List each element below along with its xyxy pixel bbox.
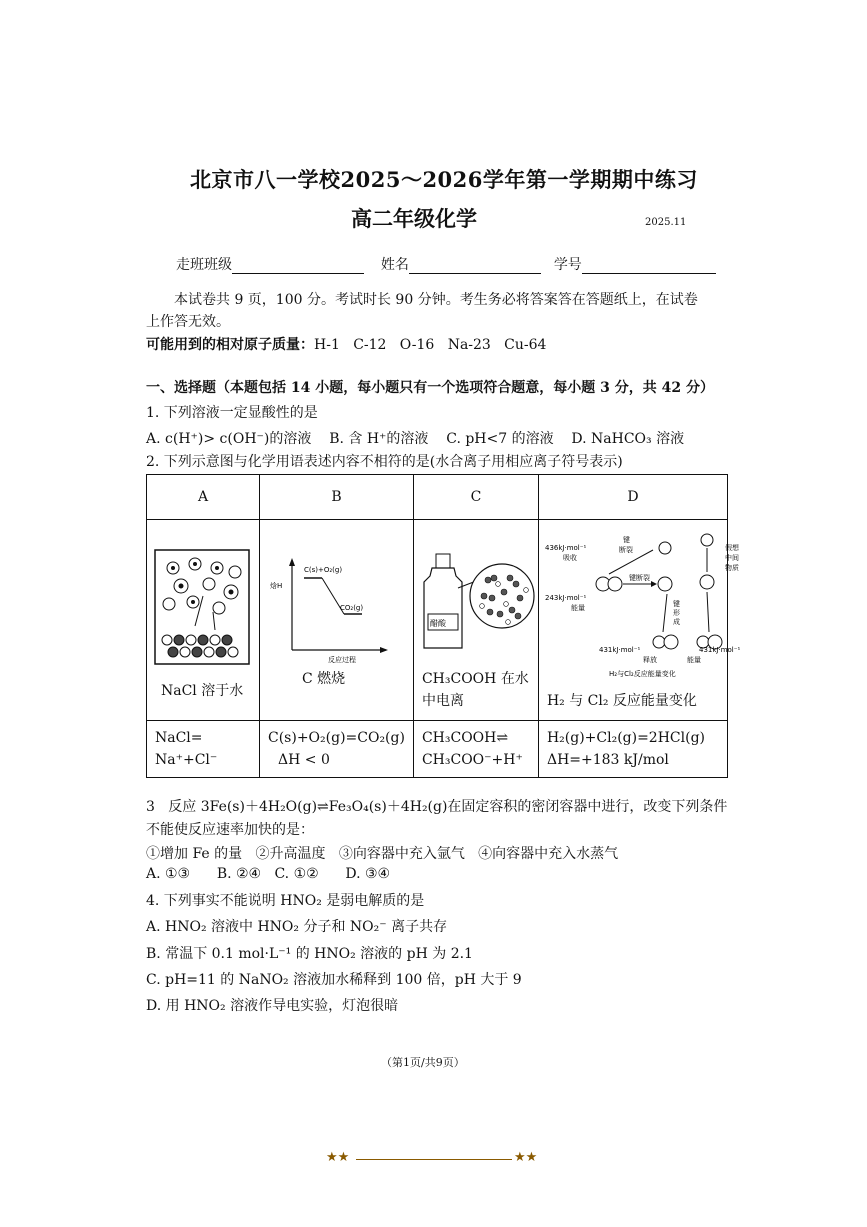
bottle-label: 醋酸 [429, 619, 446, 628]
q2-cell-a [147, 520, 260, 721]
d-e4: 431kJ·mol⁻¹ [698, 646, 741, 654]
footer-decoration [326, 1150, 542, 1168]
q2-header-row [147, 475, 728, 520]
d-release: 释放 [642, 656, 657, 664]
h2-cl2-energy-diagram [543, 530, 747, 690]
eq-b2: ΔH < 0 [278, 752, 330, 768]
q2-eq-c [413, 721, 538, 778]
d-w1: 吸收 [562, 554, 577, 562]
d-caption: H₂与Cl₂反应能量变化 [608, 670, 676, 678]
student-info-row [176, 254, 716, 274]
d-hypo1: 假想 [724, 544, 739, 552]
nacl-dissolving-diagram [153, 548, 253, 668]
name-label: 姓名 [380, 257, 409, 273]
footer-stars-left: ★★ [326, 1150, 350, 1165]
d-hypo2: 中间 [724, 554, 739, 562]
q4-option-c: C. pH=11 的 NaNO₂ 溶液加水稀释到 100 倍，pH 大于 9 [146, 972, 522, 988]
q2-cell-b [260, 520, 414, 721]
atomic-masses-label: 可能用到的相对原子质量： [146, 337, 314, 353]
d-bd: 断裂 [618, 546, 633, 554]
q2-stem: 2. 下列示意图与化学用语表述内容不相符的是(水合离子用相应离子符号表示) [146, 454, 623, 470]
q1-stem: 1. 下列溶液一定显酸性的是 [146, 405, 318, 421]
q2-cell-d [538, 520, 741, 721]
d-energy: 能量 [686, 656, 701, 664]
atomic-masses-values: H-1 C-12 O-16 Na-23 Cu-64 [314, 337, 547, 353]
eq-a: NaCl= Na⁺+Cl⁻ [155, 730, 218, 768]
d-e2: 243kJ·mol⁻¹ [544, 594, 587, 602]
footer-stars-right: ★★ [514, 1150, 538, 1165]
q2-cell-c [413, 520, 538, 721]
q2-table [146, 474, 741, 778]
q2-eq-a [147, 721, 260, 778]
q2-caption-c2: 中电离 [421, 693, 464, 709]
b-reactants-label: C(s)+O₂(g) [304, 566, 343, 574]
q2-header-c: C [413, 475, 538, 520]
q4-option-d: D. 用 HNO₂ 溶液作导电实验，灯泡很暗 [146, 998, 399, 1014]
q4-stem: 4. 下列事实不能说明 HNO₂ 是弱电解质的是 [146, 893, 425, 909]
section1-heading: 一、选择题（本题包括 14 小题，每小题只有一个选项符合题意，每小题 3 分，共 42 分） [146, 380, 714, 396]
b-xlabel: 反应过程 [328, 656, 356, 664]
instructions-line1: 本试卷共 9 页，100 分。考试时长 90 分钟。考生务必将答案答在答题纸上，在试卷 [174, 292, 698, 308]
d-bb: 键 [622, 536, 630, 544]
q2-eq-d [538, 721, 727, 778]
eq-d2: ΔH=+183 kJ/mol [546, 752, 669, 768]
q4-option-a: A. HNO₂ 溶液中 HNO₂ 分子和 NO₂⁻ 离子共存 [146, 919, 448, 935]
q2-eq-b [260, 721, 414, 778]
q2-header-a: A [147, 475, 260, 520]
d-form3: 成 [672, 618, 680, 626]
q3-conditions: ①增加 Fe 的量 ②升高温度 ③向容器中充入氩气 ④向容器中充入水蒸气 [146, 846, 619, 862]
q2-diagram-row [147, 520, 728, 721]
d-w2: 能量 [570, 604, 585, 612]
exam-date: 2025.11 [645, 217, 687, 228]
q2-caption-b: C 燃烧 [302, 671, 346, 687]
atomic-masses [146, 334, 546, 354]
d-form1: 键 [672, 600, 680, 608]
eq-b1: C(s)+O₂(g)=CO₂(g) [268, 730, 405, 746]
q2-caption-a: NaCl 溶于水 [161, 683, 244, 699]
acetic-acid-diagram [418, 548, 536, 658]
d-form2: 形 [672, 609, 680, 617]
q2-header-b: B [260, 475, 414, 520]
eq-c1: CH₃COOH⇌ [421, 730, 509, 746]
class-blank[interactable] [232, 260, 364, 274]
footer-divider-line [356, 1159, 512, 1160]
b-ylabel: 焓H [270, 582, 283, 590]
q3-options: A. ①③ B. ②④ C. ①② D. ③④ [146, 866, 391, 882]
q2-caption-d: H₂ 与 Cl₂ 反应能量变化 [546, 693, 697, 709]
name-blank[interactable] [409, 260, 541, 274]
d-e3: 431kJ·mol⁻¹ [598, 646, 641, 654]
instructions-line2: 上作答无效。 [146, 314, 230, 330]
q3-line2: 不能使反应速率加快的是： [146, 822, 314, 838]
q3-line1: 3 反应 3Fe(s)＋4H₂O(g)⇌Fe₃O₄(s)＋4H₂(g)在固定容积的密闭容器中进行，改变下列条件 [146, 799, 728, 815]
q4-option-b: B. 常温下 0.1 mol·L⁻¹ 的 HNO₂ 溶液的 pH 为 2.1 [146, 946, 473, 962]
eq-d1: H₂(g)+Cl₂(g)=2HCl(g) [546, 730, 705, 746]
combustion-enthalpy-diagram [264, 554, 390, 674]
d-e1: 436kJ·mol⁻¹ [544, 544, 587, 552]
id-label: 学号 [553, 257, 582, 273]
q1-options: A. c(H⁺)> c(OH⁻)的溶液 B. 含 H⁺的溶液 C. pH<7 的溶液 D. NaHCO₃ 溶液 [146, 431, 685, 447]
eq-c2: CH₃COO⁻+H⁺ [421, 752, 523, 768]
q2-header-d: D [538, 475, 727, 520]
q2-caption-c1: CH₃COOH 在水 [421, 671, 529, 687]
q2-equation-row [147, 721, 728, 778]
exam-title: 北京市八一学校2025～2026学年第一学期期中练习 [190, 167, 698, 192]
page-number: （第1页/共9页） [381, 1056, 465, 1069]
b-product-label: CO₂(g) [340, 604, 364, 612]
exam-subtitle: 高二年级化学 [351, 206, 477, 231]
id-blank[interactable] [582, 260, 716, 274]
class-label: 走班班级 [176, 257, 232, 273]
d-hypo3: 物质 [724, 564, 739, 572]
d-break-label: 键断裂 [628, 574, 650, 582]
